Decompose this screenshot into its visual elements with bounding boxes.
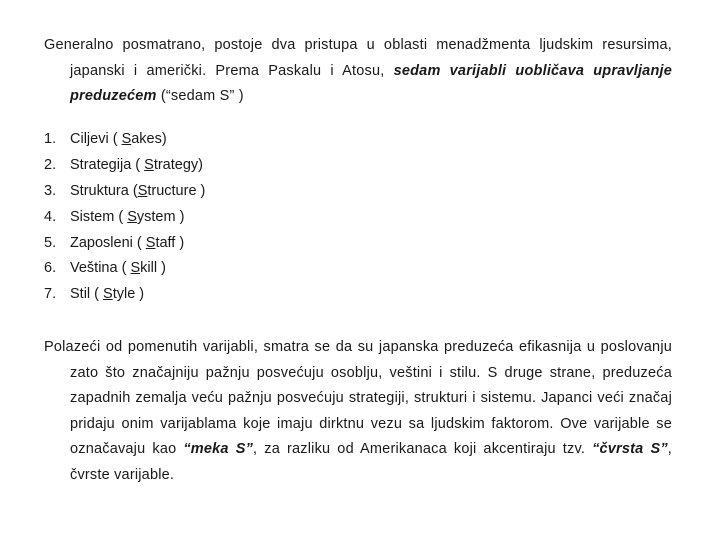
- list-item: 1. Ciljevi ( Sakes): [44, 131, 167, 147]
- outro-text-3: , čvrste varijable.: [70, 441, 673, 483]
- seven-s-list: [44, 127, 205, 308]
- meka-s-term: “meka S”: [183, 441, 254, 458]
- outro-paragraph: [44, 335, 672, 489]
- intro-paragraph: [44, 33, 672, 110]
- list-item: 5. Zaposleni ( Staff ): [44, 234, 185, 251]
- list-item: 4. Sistem ( System ): [44, 208, 185, 225]
- outro-text: Polazeći od pomenutih varijabli, smatra se da su japanska preduzeća efikasnija u poslovanju zato što značajniju pažnju posvećuju osoblju, veštini i stilu. S druge strane, preduzeća zapadnih zemalja veću pažnju posvećuju strategiji, strukturi i sistemu. Japanci veći značaj pridaju onim varijablama koje imaju dirktnu vezu sa ljudskim faktorom. Ove varijable se označavaju kao: [44, 339, 672, 458]
- cvrsta-s-term: “čvrsta S”: [592, 441, 668, 458]
- intro-emphasis: sedam varijabli uobličava upravljanje preduzećem: [70, 62, 672, 105]
- intro-text: Generalno posmatrano, postoje dva pristupa u oblasti menadžmenta ljudskim resursima, japanski i američki. Prema Paskalu i Atosu,: [44, 37, 672, 79]
- list-item: 3. Struktura (Structure ): [44, 182, 206, 199]
- list-item: 7. Stil ( Style ): [44, 286, 145, 303]
- list-item: 6. Veština ( Skill ): [44, 260, 166, 277]
- intro-tail: (“sedam S” ): [156, 88, 244, 105]
- outro-text-2: , za razliku od Amerikanaca koji akcentiraju tzv.: [253, 441, 593, 458]
- list-item: 2. Strategija ( Strategy): [44, 156, 203, 173]
